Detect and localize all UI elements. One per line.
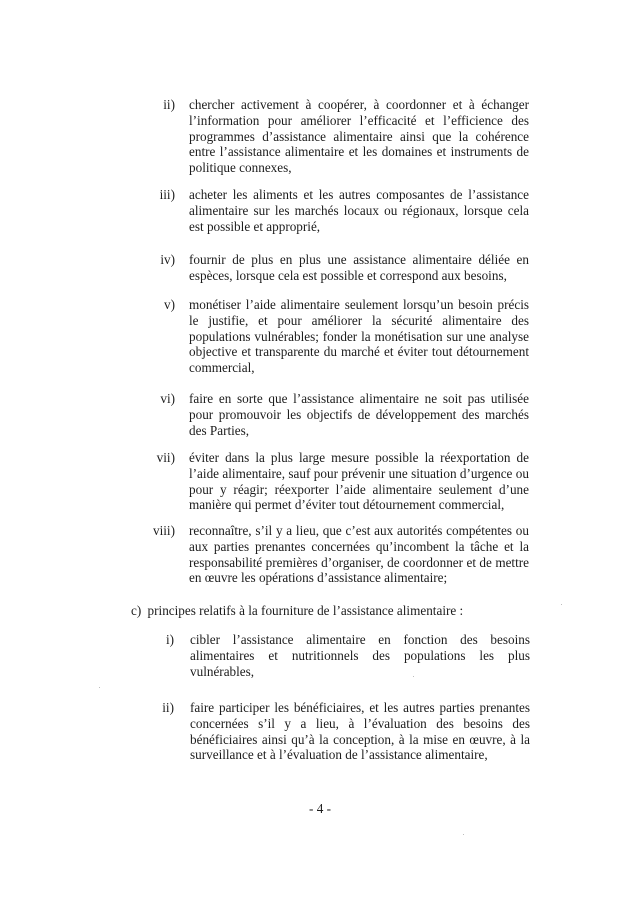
- section-c-heading: [131, 603, 463, 619]
- scan-speck: [413, 676, 414, 677]
- list-item-text: acheter les aliments et les autres composantes de l’assistance alimentaire sur les marchés locaux ou régionaux, lorsque cela est possible et approprié,: [189, 187, 529, 234]
- section-c-label: c): [131, 603, 142, 618]
- list-item-text: faire en sorte que l’assistance alimentaire ne soit pas utilisée pour promouvoir les objectifs de développement des marchés des Parties,: [189, 391, 529, 438]
- page-number: - 4 -: [309, 801, 331, 816]
- list-item-number: viii): [153, 523, 175, 538]
- list-item-number: iii): [159, 187, 175, 202]
- list-item-number: vii): [156, 450, 175, 465]
- list-item-text: cibler l’assistance alimentaire en fonction des besoins alimentaires et nutritionnels des populations les plus vulnérables,: [190, 632, 530, 679]
- list-item-number: i): [165, 632, 174, 647]
- list-item-text: faire participer les bénéficiaires, et les autres parties prenantes concernées s’il y a lieu, à l’évaluation des besoins des bénéficiaires ainsi qu’à la conception, à la mise en œuvre, à la surveillance et à l’évaluation de l’assistance alimentaire,: [190, 700, 530, 763]
- list-item-text: monétiser l’aide alimentaire seulement lorsqu’un besoin précis le justifie, et pour améliorer la sécurité alimentaire des populations vulnérables; fonder la monétisation sur une analyse objective et transparente du marché et éviter tout détournement commercial,: [189, 297, 529, 376]
- scan-speck: [561, 604, 562, 605]
- list-item-number: ii): [162, 700, 174, 715]
- list-item-text: reconnaître, s’il y a lieu, que c’est aux autorités compétentes ou aux parties prenantes concernées qu’incombent la tâche et la responsabilité premières d’organiser, de coordonner et de mettre en œuvre les opérations d’assistance alimentaire;: [189, 523, 529, 586]
- scan-speck: [463, 834, 464, 835]
- list-item-text: fournir de plus en plus une assistance alimentaire déliée en espèces, lorsque cela est possible et correspond aux besoins,: [189, 252, 529, 283]
- list-item-number: iv): [160, 252, 175, 267]
- section-c-text: principes relatifs à la fourniture de l’assistance alimentaire :: [147, 603, 464, 618]
- scan-speck: [99, 687, 100, 688]
- list-item-text: éviter dans la plus large mesure possible la réexportation de l’aide alimentaire, sauf pour prévenir une situation d’urgence ou pour y réagir; réexporter l’aide alimentaire seulement d’une manière qui permet d’éviter tout détournement commercial,: [189, 450, 529, 513]
- list-item-number: vi): [160, 391, 175, 406]
- list-item-number: ii): [163, 97, 175, 112]
- list-item-text: chercher activement à coopérer, à coordonner et à échanger l’information pour améliorer l’efficacité et l’efficience des programmes d’assistance alimentaire ainsi que la cohérence entre l’assistance alimentaire et les domaines et instruments de politique connexes,: [189, 97, 529, 176]
- list-item-number: v): [164, 297, 175, 312]
